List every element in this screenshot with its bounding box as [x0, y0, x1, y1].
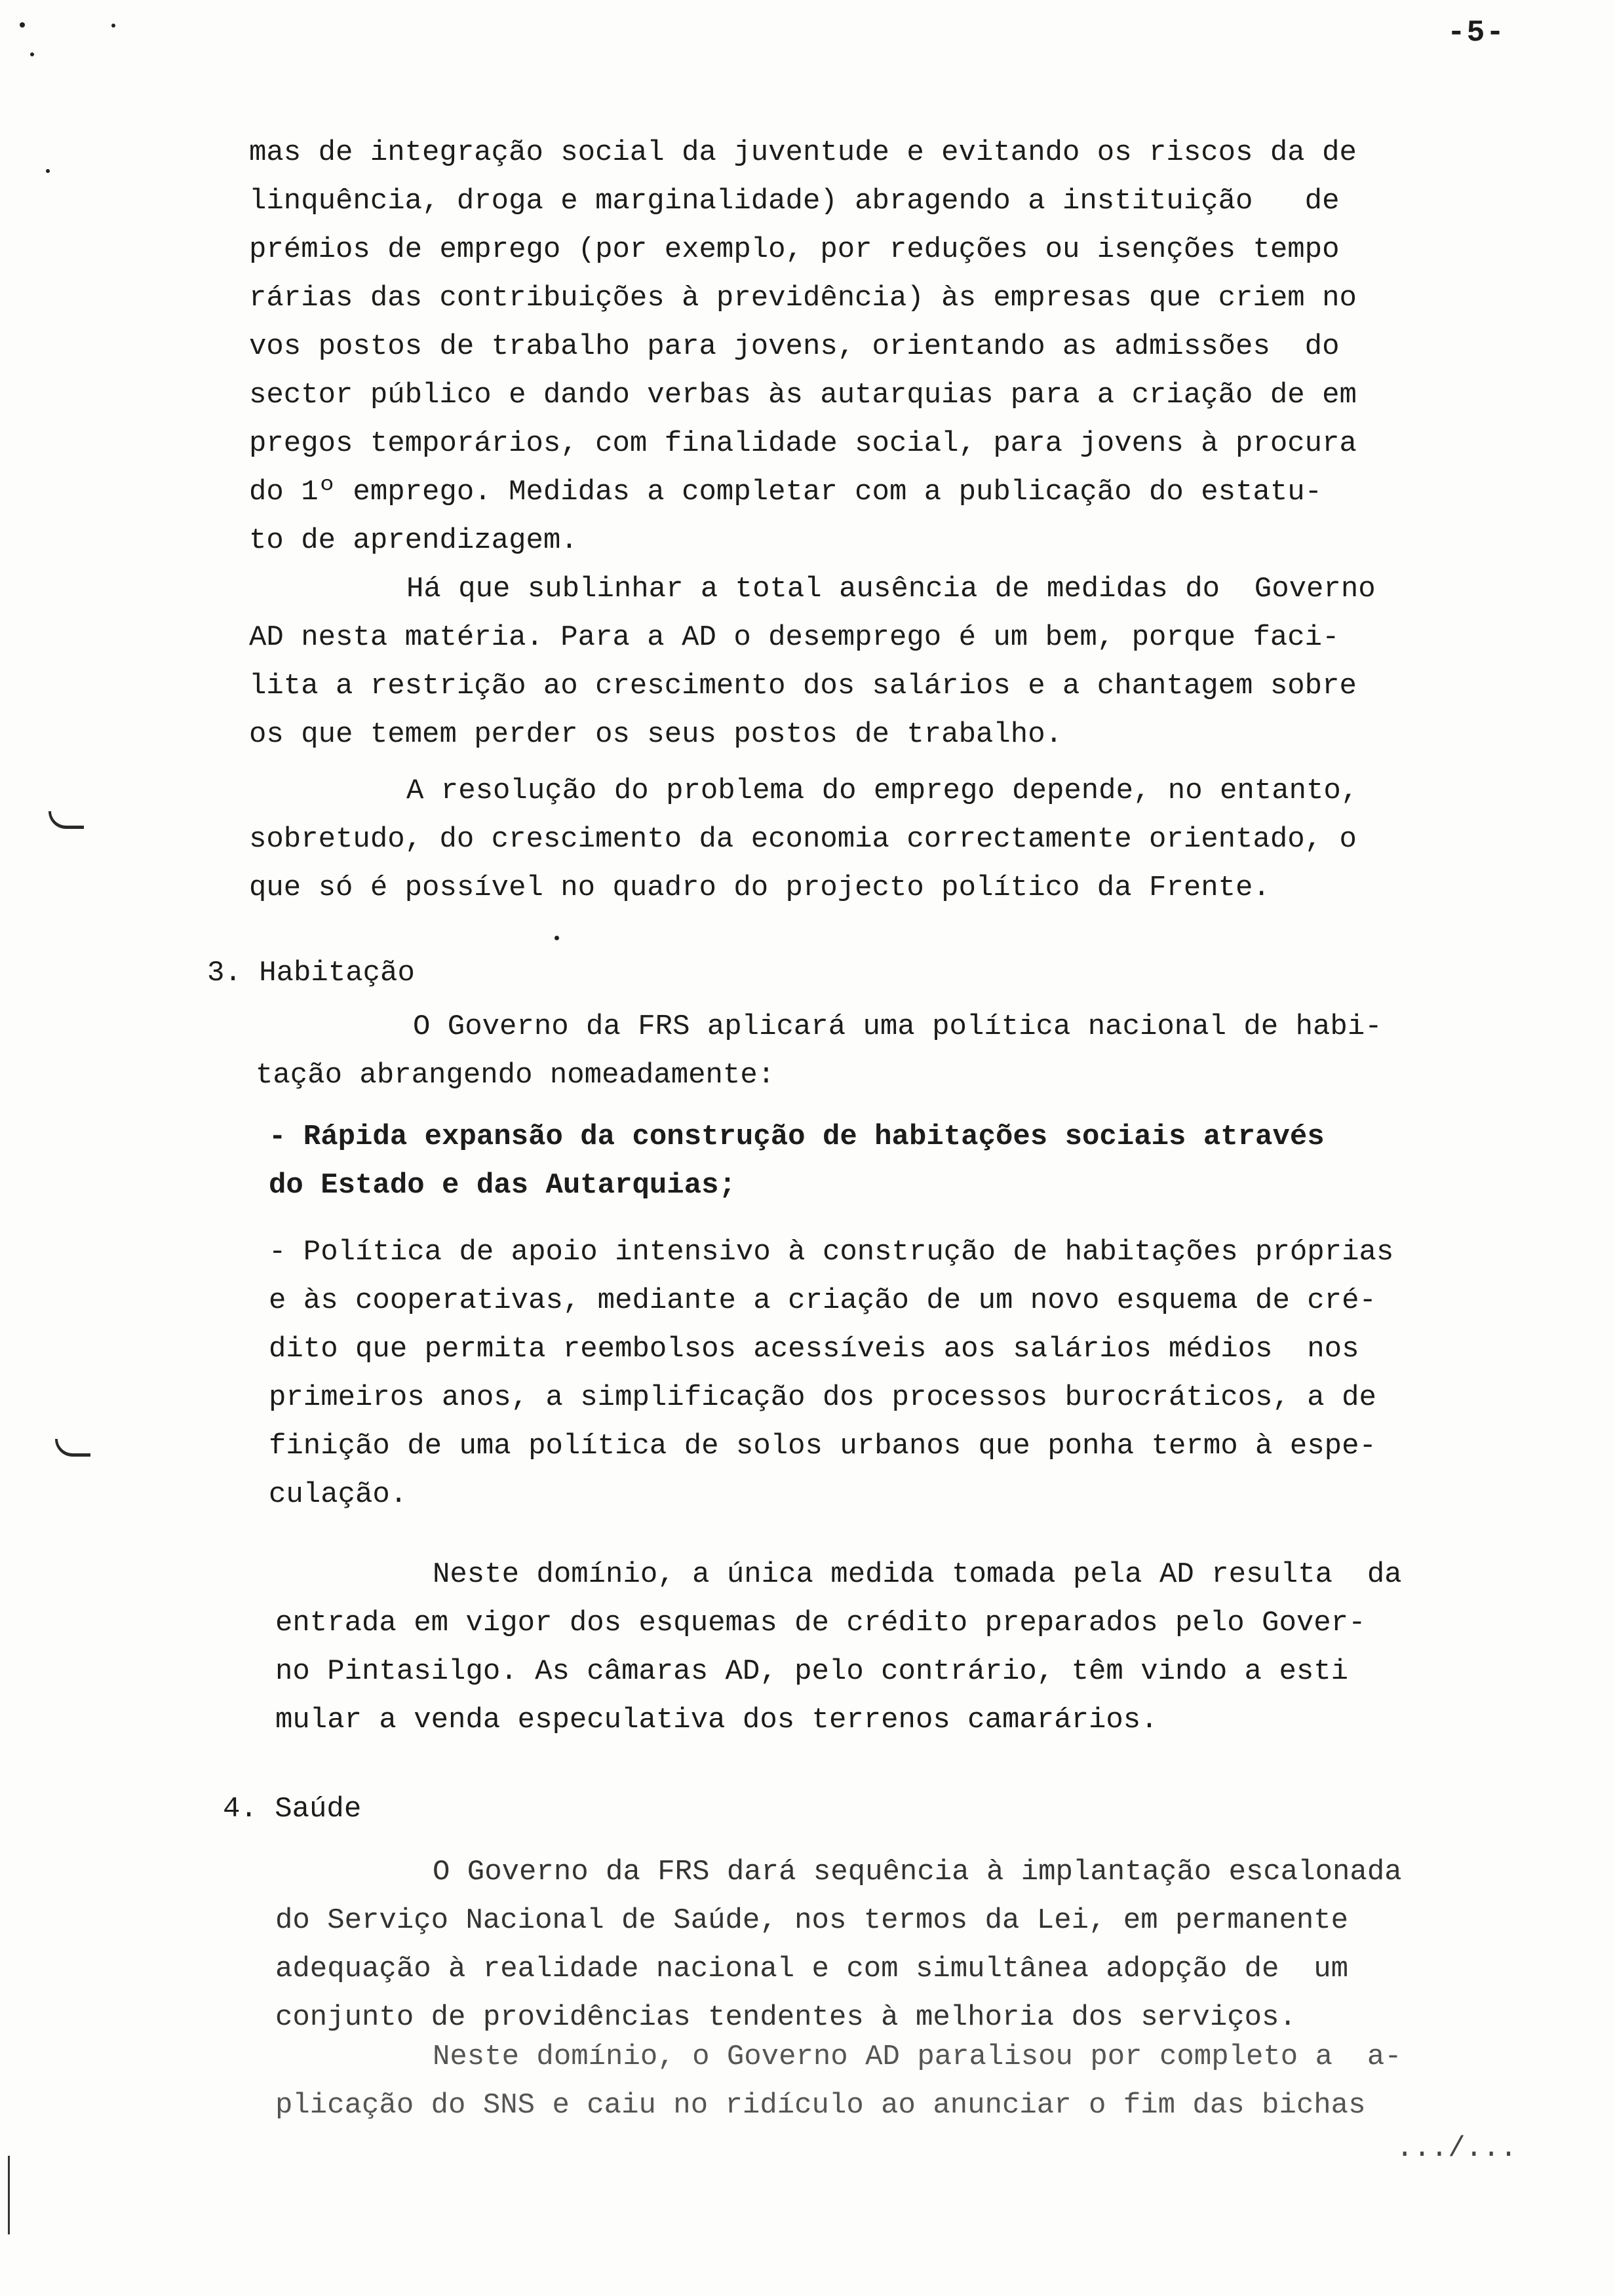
paragraph-employment-resolution	[249, 767, 1534, 912]
text-line: e às cooperativas, mediante a criação de um novo esquema de cré-	[269, 1284, 1376, 1317]
text-line: linquência, droga e marginalidade) abragendo a instituição de	[249, 185, 1340, 218]
margin-speck	[111, 24, 115, 28]
text-line: mular a venda especulativa dos terrenos camarários.	[275, 1704, 1158, 1736]
text-line: os que temem perder os seus postos de trabalho.	[249, 718, 1063, 751]
margin-speck	[555, 936, 559, 940]
page-number: -5-	[1447, 16, 1506, 50]
continuation-mark: .../...	[1396, 2132, 1517, 2165]
text-line: A resolução do problema do emprego depende, no entanto,	[406, 775, 1359, 807]
text-line: - Rápida expansão da construção de habitações sociais através	[269, 1120, 1325, 1153]
text-line: finição de uma política de solos urbanos que ponha termo à espe-	[269, 1430, 1376, 1463]
text-line: Há que sublinhar a total ausência de medidas do Governo	[406, 573, 1376, 605]
text-line: adequação à realidade nacional e com simultânea adopção de um	[275, 1953, 1349, 1985]
text-line: do Estado e das Autarquias;	[269, 1169, 736, 1202]
text-line: - Política de apoio intensivo à construção de habitações próprias	[269, 1236, 1394, 1269]
text-line: AD nesta matéria. Para a AD o desemprego é um bem, porque faci-	[249, 621, 1340, 654]
scan-edge-line	[8, 2156, 10, 2234]
text-line: pregos temporários, com finalidade social, para jovens à procura	[249, 427, 1357, 460]
section-habitacao-intro	[256, 1003, 1540, 1100]
text-line: do 1º emprego. Medidas a completar com a publicação do estatu-	[249, 476, 1323, 508]
margin-speck	[30, 52, 34, 56]
section-habitacao-item-social-housing	[269, 1113, 1553, 1210]
text-line: sobretudo, do crescimento da economia correctamente orientado, o	[249, 823, 1357, 856]
text-line: lita a restrição ao crescimento dos salários e a chantagem sobre	[249, 670, 1357, 702]
text-line: no Pintasilgo. As câmaras AD, pelo contrário, têm vindo a esti	[275, 1655, 1349, 1688]
text-line: Neste domínio, o Governo AD paralisou por completo a a-	[433, 2040, 1402, 2073]
text-line: mas de integração social da juventude e evitando os riscos da de	[249, 136, 1357, 169]
text-line: culação.	[269, 1478, 408, 1511]
margin-mark	[55, 1439, 90, 1457]
paragraph-youth-employment	[249, 128, 1534, 565]
text-line: O Governo da FRS dará sequência à implantação escalonada	[433, 1856, 1402, 1888]
text-line: do Serviço Nacional de Saúde, nos termos da Lei, em permanente	[275, 1904, 1349, 1937]
text-line: conjunto de providências tendentes à melhoria dos serviços.	[275, 2001, 1296, 2034]
margin-speck	[20, 22, 25, 28]
section-saude-ad	[275, 2033, 1560, 2130]
text-line: que só é possível no quadro do projecto político da Frente.	[249, 871, 1270, 904]
text-line: entrada em vigor dos esquemas de crédito preparados pelo Gover-	[275, 1607, 1366, 1639]
text-line: to de aprendizagem.	[249, 524, 578, 557]
margin-mark	[49, 811, 84, 829]
margin-speck	[46, 169, 50, 173]
text-line: primeiros anos, a simplificação dos processos burocráticos, a de	[269, 1381, 1376, 1414]
paragraph-ad-critique	[249, 565, 1534, 759]
text-line: sector público e dando verbas às autarquias para a criação de em	[249, 379, 1357, 411]
text-line: Neste domínio, a única medida tomada pela AD resulta da	[433, 1558, 1402, 1591]
text-line: plicação do SNS e caiu no ridículo ao anunciar o fim das bichas	[275, 2089, 1366, 2122]
text-line: dito que permita reembolsos acessíveis aos salários médios nos	[269, 1333, 1359, 1366]
text-line: vos postos de trabalho para jovens, orientando as admissões do	[249, 330, 1340, 363]
text-line: prémios de emprego (por exemplo, por reduções ou isenções tempo	[249, 233, 1340, 266]
section-habitacao-ad	[275, 1550, 1560, 1744]
section-habitacao-item-support	[269, 1228, 1553, 1519]
text-line: tação abrangendo nomeadamente:	[256, 1059, 775, 1092]
section-heading-saude: 4. Saúde	[223, 1793, 362, 1826]
section-saude-intro	[275, 1848, 1560, 2042]
section-heading-habitacao: 3. Habitação	[207, 957, 415, 989]
text-line: rárias das contribuições à previdência) às empresas que criem no	[249, 282, 1357, 315]
text-line: O Governo da FRS aplicará uma política nacional de habi-	[413, 1010, 1382, 1043]
